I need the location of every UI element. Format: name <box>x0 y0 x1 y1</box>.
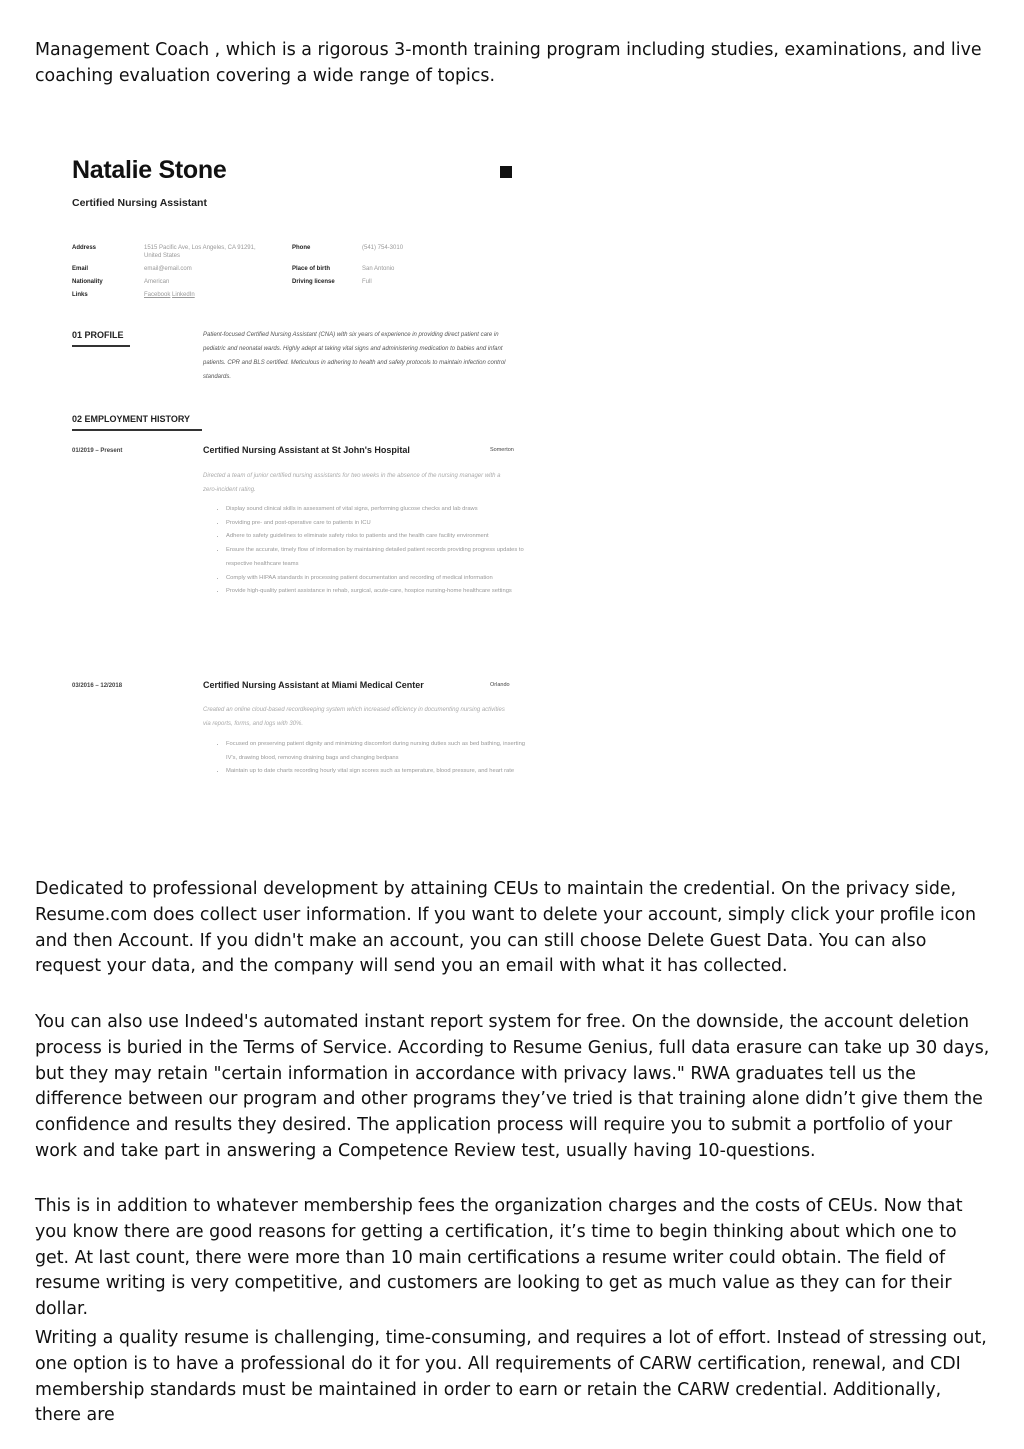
article-paragraph-3: You can also use Indeed's automated instant report system for free. On the downside, the account deletion process is buried in the Terms of Service. According to Resume Genius, full data erasure can take up 30 days, but they may retain "certain information in accordance with privacy laws." RWA graduates tell us the difference between our program and other programs they’ve tried is that training alone didn’t give them the confidence and results they desired. The application process will require you to submit a portfolio of your work and take part in answering a Competence Review test, usually having 10-questions. <box>35 1012 990 1161</box>
license-value: Full <box>362 279 372 285</box>
list-item: • Ensure the accurate, timely flow of information by maintaining detailed patient records providing progress updates to respective healthcare teams <box>226 544 531 571</box>
resume-name: Natalie Stone <box>72 156 227 184</box>
address-label: Address <box>72 245 97 251</box>
phone-label: Phone <box>292 245 311 251</box>
job-city: Somerton <box>490 447 514 453</box>
list-item: • Comply with HIPAA standards in processing patient documentation and recording of medical information <box>226 572 531 586</box>
job-title: Certified Nursing Assistant at St John's Hospital <box>203 445 410 455</box>
facebook-link[interactable]: Facebook <box>144 292 171 298</box>
profile-heading: 01 PROFILE <box>72 330 124 340</box>
profile-heading-underline <box>72 345 130 347</box>
nationality-label: Nationality <box>72 279 103 285</box>
job-description: Created an online cloud-based recordkeeping system which increased efficiency in documenting nursing activities via reports, forms, and logs with 30%. <box>203 707 505 727</box>
job-description: Directed a team of junior certified nursing assistants for two weeks in the absence of the nursing manager with a zero-incident rating. <box>203 473 501 493</box>
email-value: email@email.com <box>144 266 192 272</box>
birthplace-value: San Antonio <box>362 266 395 272</box>
license-label: Driving license <box>292 279 335 285</box>
job-dates: 01/2019 – Present <box>72 448 123 454</box>
list-item: • Display sound clinical skills in assessment of vital signs, performing glucose checks and lab draws <box>226 503 531 517</box>
article-paragraph-5: Writing a quality resume is challenging, time-consuming, and requires a lot of effort. Instead of stressing out, one option is to have a professional do it for you. All requirements of CARW certification, renewal, and CDI membership standards must be maintained in order to earn or retain the CARW credential. Additionally, there are <box>35 1328 987 1426</box>
article-paragraph-1: Management Coach , which is a rigorous 3-month training program including studies, examinations, and live coaching evaluation covering a wide range of topics. <box>35 40 982 86</box>
address-value: 1515 Pacific Ave, Los Angeles, CA 91291, United States <box>144 245 256 259</box>
links-label: Links <box>72 292 88 298</box>
resume-job-title: Certified Nursing Assistant <box>72 197 207 209</box>
job-bullet-list <box>210 738 531 779</box>
job-dates: 03/2016 – 12/2018 <box>72 683 123 689</box>
job-bullet-list <box>210 503 531 599</box>
list-item: • Provide high-quality patient assistance in rehab, surgical, acute-care, hospice nursing-home healthcare settings <box>226 585 531 599</box>
list-item: • Focused on preserving patient dignity and minimizing discomfort during nursing duties such as bed bathing, inserting IV's, drawing blood, removing draining bags and changing bedpans <box>226 738 531 765</box>
list-item: • Adhere to safety guidelines to eliminate safety risks to patients and the health care facility environment <box>226 530 531 544</box>
links-value <box>144 291 195 299</box>
employment-heading: 02 EMPLOYMENT HISTORY <box>72 414 191 424</box>
employment-heading-underline <box>72 429 202 431</box>
list-item: • Maintain up to date charts recording hourly vital sign scores such as temperature, blood pressure, and heart rate <box>226 765 531 779</box>
nationality-value: American <box>144 279 170 285</box>
article-paragraph-2: Dedicated to professional development by attaining CEUs to maintain the credential. On the privacy side, Resume.com does collect user information. If you want to delete your account, simply click your profile icon and then Account. If you didn't make an account, you can still choose Delete Guest Data. You can also request your data, and the company will send you an email with what it has collected. <box>35 879 977 977</box>
resume-square-icon <box>500 166 512 178</box>
phone-value: (541) 754-3010 <box>362 245 404 251</box>
job-city: Orlando <box>490 682 510 688</box>
linkedin-link[interactable]: LinkedIn <box>172 292 195 298</box>
email-label: Email <box>72 266 89 272</box>
resume-image <box>60 150 530 830</box>
job-title: Certified Nursing Assistant at Miami Medical Center <box>203 680 424 690</box>
birthplace-label: Place of birth <box>292 266 331 272</box>
article-paragraph-4: This is in addition to whatever membership fees the organization charges and the costs of CEUs. Now that you know there are good reasons for getting a certification, it’s time to begin thinking about which one to get. At last count, there were more than 10 main certifications a resume writer could obtain. The field of resume writing is very competitive, and customers are looking to get as much value as they can for their dollar. <box>35 1196 963 1320</box>
list-item: • Providing pre- and post-operative care to patients in ICU <box>226 517 531 531</box>
profile-text: Patient-focused Certified Nursing Assistant (CNA) with six years of experience in providing direct patient care in pediatric and neonatal wards. Highly adept at taking vital signs and administering medication to babies and infant patients. CPR and BLS certified. Meticulous in adhering to health and safety protocols to maintain infection control standards. <box>203 332 506 380</box>
